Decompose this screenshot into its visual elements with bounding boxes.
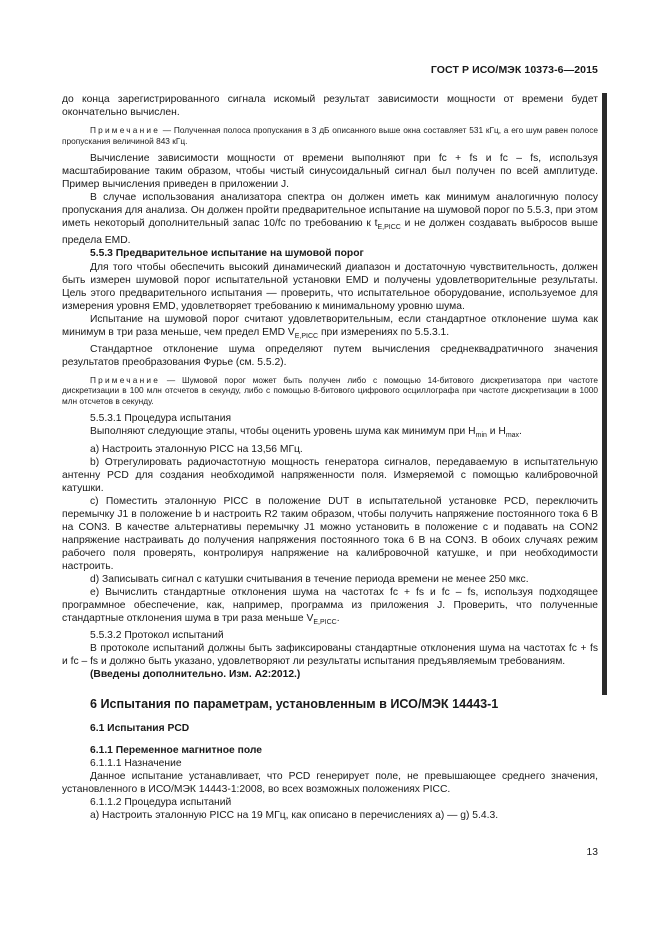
section-heading-6-1: 6.1 Испытания PCD [90, 722, 190, 734]
text-span: Испытание на шумовой порог считают удовлетворительным, если стандартное отклонение шума как минимум в три раза меньше, чем предел EMD V [62, 313, 598, 338]
note-label: Примечание [90, 374, 161, 385]
list-item: d) Записывать сигнал с катушки считывания в течение периода времени не менее 250 мкс. [90, 574, 529, 586]
section-heading-5-5-3: 5.5.3 Предварительное испытание на шумовой порог [90, 248, 364, 260]
list-item: a) Настроить эталонную PICC на 19 МГц, как описано в перечислениях a) — g) 5.4.3. [90, 809, 499, 821]
paragraph: Для того чтобы обеспечить высокий динамический диапазон и достаточную чувствительность, должен быть измерен шумовой порог испытательной установки EMD и получены удовлетворительные результаты. Цель этого предварительного испытания — проверить, что испытательное оборудование, используемое для измерения уровня EMD, удовлетворяет требованию к минимальному уровню шума. [62, 261, 598, 312]
text-span: и не должен создавать выбросов выше предела EMD. [62, 218, 598, 247]
paragraph: Данное испытание устанавливает, что PCD генерирует поле, не превышающее среднего значения, установленного в ИСО/МЭК 14443-1:2008, во всех возможных положениях PICC. [62, 770, 598, 795]
subsection-heading-6-1-1-2: 6.1.1.2 Процедура испытаний [90, 796, 232, 808]
note-label: Примечание [90, 125, 161, 136]
text-span: . [336, 613, 340, 625]
subsection-heading-6-1-1-1: 6.1.1.1 Назначение [90, 757, 182, 769]
note-text: — Шумовой порог может быть получен либо с помощью 14-битового дискретизатора при частоте дискретизации в 100 млн отсчетов в секунду, либо с помощью 8-битового цифрового осциллографа при частоте дискретизации в 1000 млн отсчетов в секунду. [62, 374, 598, 406]
page-number: 13 [586, 847, 598, 858]
subsection-heading-5-5-3-1: 5.5.3.1 Процедура испытания [90, 413, 232, 425]
note [62, 125, 598, 146]
subscript: E,PICC [294, 332, 319, 340]
list-item: b) Отрегулировать радиочастотную мощность генератора сигналов, передаваемую в испытательную антенну PCD для создания необходимой напряженности поля. Измеряемой с помощью калибровочной катушки. [62, 456, 598, 494]
note [62, 375, 598, 407]
paragraph [62, 313, 598, 343]
paragraph: до конца зарегистрированного сигнала искомый результат зависимости мощности от времени будет окончательно вычислен. [62, 94, 598, 119]
list-item: a) Настроить эталонную PICC на 13,56 МГц. [90, 443, 303, 455]
subscript: max [505, 432, 520, 440]
paragraph: Вычисление зависимости мощности от времени выполняют при fc + fs и fc – fs, используя масштабирование таким образом, чтобы чистый синусоидальный сигнал был получен по всей амплитуде. Пример вычисления приведен в приложении J. [62, 153, 598, 191]
text-span: при измерениях по 5.5.3.1. [318, 326, 450, 338]
text-span: и H [486, 426, 506, 438]
list-item [62, 586, 598, 629]
text-span: Выполняют следующие этапы, чтобы оценить уровень шума как минимум при H [90, 426, 476, 438]
paragraph [62, 425, 598, 442]
text-span: . [519, 426, 522, 438]
text-span: e) Вычислить стандартные отклонения шума на частотах fc + fs и fc – fs, используя подходящее программное обеспечение, как, например, программа из приложения J. Проверить, что полученные стандартные отклонения шума в три раза меньше V [62, 587, 598, 625]
note-text: — Полученная полоса пропускания в 3 дБ описанного выше окна составляет 531 кГц, а его шум равен полосе пропускания величиной 843 кГц. [62, 125, 598, 146]
standard-header: ГОСТ Р ИСО/МЭК 10373-6—2015 [430, 64, 598, 76]
text-span: В случае использования анализатора спектра он должен иметь как минимум аналогичную полосу пропускания для анализа. Он должен пройти предварительное испытание на шумовой порог по 5.5.3, при этом иметь некоторый дополнительный запас 10/fc по требованию к t [62, 192, 598, 230]
paragraph: Стандартное отклонение шума определяют путем вычисления среднеквадратичного значения результатов преобразования Фурье (см. 5.5.2). [62, 343, 598, 368]
subscript: min [475, 432, 487, 440]
paragraph [62, 191, 598, 247]
subscript: E,PICC [313, 619, 337, 627]
amendment-note: (Введены дополнительно. Изм. А2:2012.) [90, 669, 301, 681]
subsection-heading-5-5-3-2: 5.5.3.2 Протокол испытаний [90, 630, 224, 642]
section-heading-6-1-1: 6.1.1 Переменное магнитное поле [90, 744, 263, 756]
section-heading-6: 6 Испытания по параметрам, установленным в ИСО/МЭК 14443-1 [90, 697, 499, 712]
page-content [62, 93, 598, 822]
revision-bar [602, 93, 607, 695]
paragraph: В протоколе испытаний должны быть зафиксированы стандартные отклонения шума на частотах fc + fs и fc – fs и должно быть указано, удовлетворяют ли результаты испытания предъявляемым требованиям. [62, 643, 598, 668]
list-item: c) Поместить эталонную PICC в положение DUT в испытательной установке PCD, переключить перемычку J1 в положение b и настроить R2 таким образом, чтобы получить напряжение постоянного тока 6 В на CON3. В качестве альтернативы перемычку J1 можно установить в положение с и подавать на CON2 напряжение настраивать до получения напряжения постоянного тока 6 В на CON3. В обоих случаях режим рабочего поля проверять, контролируя напряжение на калибровочной катушке, и при необходимости настроить. [62, 495, 598, 572]
subscript: E,PICC [377, 224, 401, 232]
